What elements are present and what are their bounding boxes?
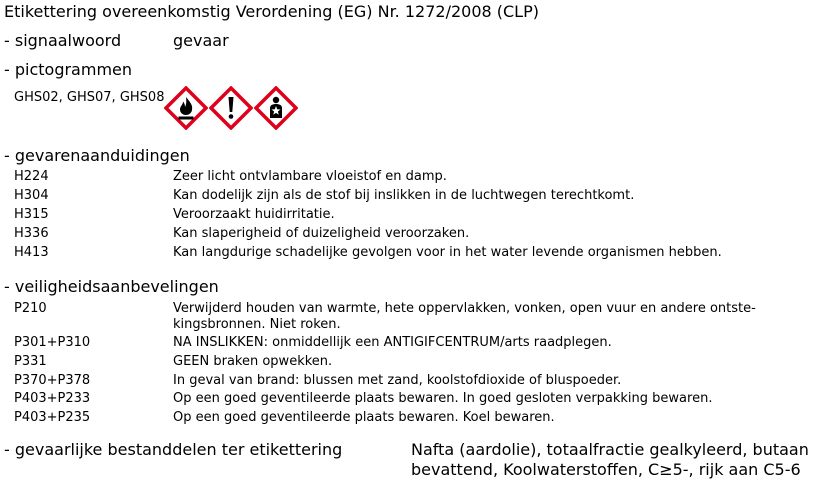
page-title: Etikettering overeenkomstig Verordening (EG) Nr. 1272/2008 (CLP) bbox=[4, 2, 539, 21]
precaution-code: P331 bbox=[14, 354, 47, 369]
precaution-code: P403+P235 bbox=[14, 410, 91, 425]
precaution-text: NA INSLIKKEN: onmiddellijk een ANTIGIFCENTRUM/arts raadplegen. bbox=[173, 335, 612, 350]
hazard-text: Kan slaperigheid of duizeligheid veroorzaken. bbox=[173, 226, 470, 241]
precaution-text-continued: kingsbronnen. Niet roken. bbox=[173, 317, 341, 332]
health-hazard-icon bbox=[254, 86, 298, 130]
hazard-text: Kan dodelijk zijn als de stof bij inslikken in de luchtwegen terechtkomt. bbox=[173, 188, 635, 203]
hazard-code: H304 bbox=[14, 188, 49, 203]
hazard-code: H224 bbox=[14, 169, 49, 184]
hazardous-components-line2: bevattend, Koolwaterstoffen, C≥5-, rijk aan C5-6 bbox=[411, 460, 801, 479]
hazard-text: Veroorzaakt huidirritatie. bbox=[173, 207, 335, 222]
hazard-code: H413 bbox=[14, 245, 49, 260]
precaution-text: GEEN braken opwekken. bbox=[173, 354, 333, 369]
precaution-text: In geval van brand: blussen met zand, koolstofdioxide of bluspoeder. bbox=[173, 373, 622, 388]
precaution-text: Verwijderd houden van warmte, hete oppervlakken, vonken, open vuur en andere ontste- bbox=[173, 301, 756, 316]
precaution-code: P370+P378 bbox=[14, 373, 91, 388]
signal-word-value: gevaar bbox=[173, 31, 229, 50]
pictograms-label: - pictogrammen bbox=[4, 60, 133, 79]
hazardous-components-label: - gevaarlijke bestanddelen ter etikettering bbox=[4, 440, 343, 459]
exclamation-mark-icon bbox=[209, 86, 253, 130]
hazardous-components-line1: Nafta (aardolie), totaalfractie gealkyleerd, butaan bbox=[411, 440, 809, 459]
precaution-code: P210 bbox=[14, 301, 47, 316]
precaution-code: P403+P233 bbox=[14, 391, 91, 406]
precaution-text: Op een goed geventileerde plaats bewaren. Koel bewaren. bbox=[173, 410, 555, 425]
hazard-text: Kan langdurige schadelijke gevolgen voor in het water levende organismen hebben. bbox=[173, 245, 722, 260]
precautionary-statements-label: - veiligheidsaanbevelingen bbox=[4, 277, 219, 296]
hazard-statements-label: - gevarenaanduidingen bbox=[4, 146, 190, 165]
precaution-code: P301+P310 bbox=[14, 335, 91, 350]
signal-word-label: - signaalwoord bbox=[4, 31, 122, 50]
hazard-text: Zeer licht ontvlambare vloeistof en damp. bbox=[173, 169, 447, 184]
pictogram-codes: GHS02, GHS07, GHS08 bbox=[14, 90, 165, 105]
precaution-text: Op een goed geventileerde plaats bewaren. In goed gesloten verpakking bewaren. bbox=[173, 391, 713, 406]
hazard-code: H336 bbox=[14, 226, 49, 241]
hazard-code: H315 bbox=[14, 207, 49, 222]
flame-icon bbox=[164, 86, 208, 130]
